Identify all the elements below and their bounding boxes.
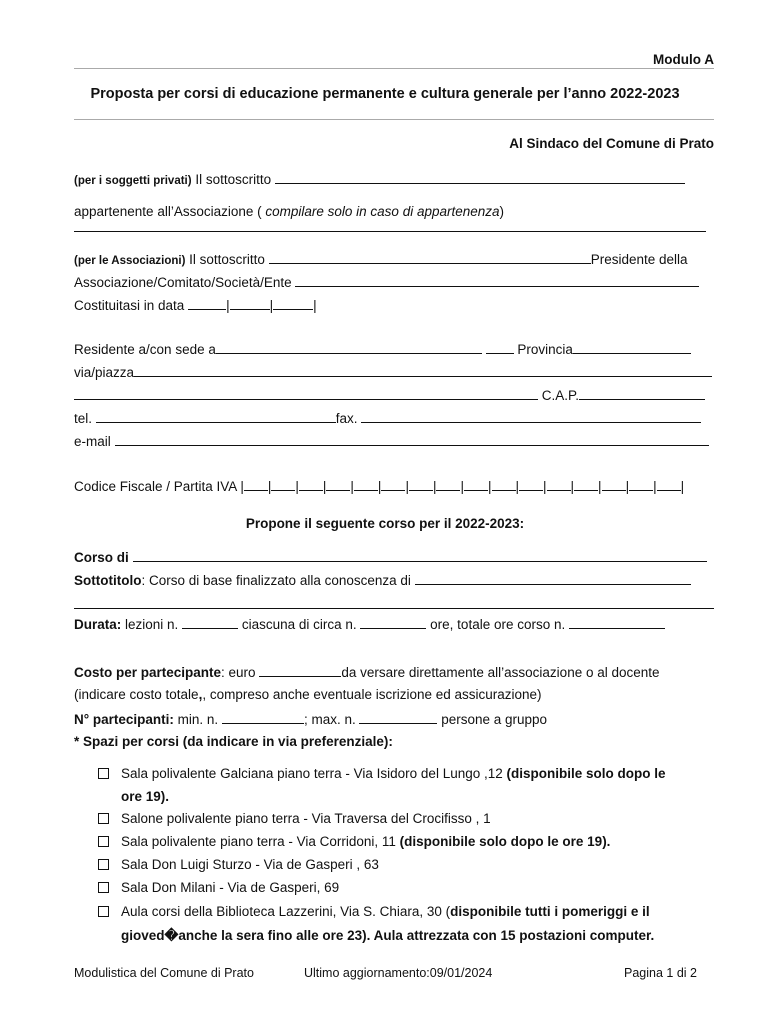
cf-sep: | [598, 479, 602, 494]
assoc-field[interactable] [74, 231, 706, 232]
spazio-note: (disponibile solo dopo le [506, 766, 666, 781]
provincia-label: Provincia [517, 342, 573, 357]
privati-label: Il sottoscritto [191, 172, 272, 187]
durata-row [74, 616, 665, 632]
checkbox-icon[interactable] [98, 906, 109, 917]
sottotitolo-label: Sottotitolo [74, 573, 142, 588]
email-label: e-mail [74, 434, 111, 449]
residente-field[interactable] [216, 341, 482, 354]
min-label: min. n. [173, 712, 219, 727]
costo-field[interactable] [259, 664, 341, 677]
checkbox-icon[interactable] [98, 836, 109, 847]
max-field[interactable] [359, 711, 437, 724]
cf-cell[interactable] [519, 478, 543, 491]
spazio-option[interactable] [98, 857, 379, 872]
via-field[interactable] [134, 364, 712, 377]
codice-fiscale-label: Codice Fiscale / Partita IVA [74, 479, 237, 494]
cf-cell[interactable] [657, 478, 681, 491]
tel-label: tel. [74, 411, 93, 426]
partecipanti-label: N° partecipanti: [74, 712, 174, 727]
checkbox-icon[interactable] [98, 813, 109, 824]
date-day-field[interactable] [188, 297, 226, 310]
header-divider [74, 68, 714, 69]
spazio-option[interactable] [98, 766, 666, 781]
cf-sep: | [460, 479, 464, 494]
totale-ore-field[interactable] [569, 616, 665, 629]
sottotitolo-field[interactable] [415, 572, 691, 585]
assoc-note: compilare solo in caso di appartenenza [265, 204, 500, 219]
corso-label: Corso di [74, 550, 129, 565]
cf-sep: | [543, 479, 547, 494]
cf-sep: | [377, 479, 382, 494]
date-year-field[interactable] [273, 297, 313, 310]
corso-field[interactable] [133, 549, 707, 562]
costo-note-row: (indicare costo totale,, compreso anche eventuale iscrizione ed assicurazione) [74, 687, 542, 702]
spazio-text: Salone polivalente piano terra - Via Traversa del Crocifisso , 1 [121, 811, 491, 826]
residente-row [74, 341, 691, 357]
costo-label: Costo per partecipante [74, 665, 222, 680]
cf-sep: | [625, 479, 630, 494]
cf-cell[interactable] [492, 478, 516, 491]
cf-sep: | [240, 479, 244, 494]
cf-sep: | [295, 479, 299, 494]
cf-cell[interactable] [244, 478, 268, 491]
ente-label: Associazione/Comitato/Società/Ente [74, 275, 292, 290]
spazi-heading: * Spazi per corsi (da indicare in via preferenziale): [74, 734, 393, 749]
spazio-option[interactable] [98, 811, 491, 826]
cf-cell[interactable] [574, 478, 598, 491]
fax-field[interactable] [361, 410, 701, 423]
ore-label: ore, totale ore corso n. [426, 617, 566, 632]
costituitasi-row [74, 297, 317, 313]
spazio-note-cont: ore 19). [121, 789, 170, 804]
codice-fiscale-row [74, 478, 684, 494]
assoc-label: appartenente all’Associazione ( [74, 204, 266, 219]
max-label: ; max. n. [303, 712, 356, 727]
checkbox-icon[interactable] [98, 882, 109, 893]
assoc-close: ) [499, 204, 505, 219]
cf-sep: | [432, 479, 437, 494]
date-sep: | [269, 298, 274, 313]
sottoscritto-field[interactable] [275, 171, 685, 184]
cf-cell[interactable] [409, 478, 433, 491]
spazio-note-cont: gioved�anche la sera fino alle ore 23). Aula attrezzata con 15 postazioni computer. [121, 928, 655, 943]
via-row [74, 364, 712, 380]
costo-note-a: (indicare costo totale [74, 687, 199, 702]
cf-sep: | [680, 479, 685, 494]
checkbox-icon[interactable] [98, 768, 109, 779]
title-divider [74, 119, 714, 120]
via-label: via/piazza [74, 365, 135, 380]
cap-row [74, 387, 705, 403]
ciascuna-label: ciascuna di circa n. [241, 617, 357, 632]
provincia-field[interactable] [573, 341, 691, 354]
spazio-option[interactable] [98, 834, 610, 849]
cf-sep: | [322, 479, 327, 494]
residente-label: Residente a/con sede a [74, 342, 216, 357]
footer-left: Modulistica del Comune di Prato [74, 966, 254, 980]
cf-sep: | [487, 479, 492, 494]
presidente-label: Presidente della [590, 252, 688, 267]
cf-cell[interactable] [629, 478, 653, 491]
cf-sep: | [350, 479, 354, 494]
ore-lezione-field[interactable] [360, 616, 426, 629]
date-month-field[interactable] [230, 297, 270, 310]
privati-row [74, 171, 685, 187]
lezioni-field[interactable] [182, 616, 238, 629]
email-field[interactable] [115, 433, 709, 446]
cf-sep: | [267, 479, 272, 494]
spazio-text: Sala polivalente piano terra - Via Corridoni, 11 [121, 834, 400, 849]
versare-text: da versare direttamente all’associazione o al docente [341, 665, 660, 680]
cf-cell[interactable] [464, 478, 488, 491]
costo-note-b: , compreso anche eventuale iscrizione ed assicurazione) [202, 687, 542, 702]
cf-sep: | [405, 479, 409, 494]
privati-tag: (per i soggetti privati) [74, 175, 192, 187]
cf-cell[interactable] [271, 478, 295, 491]
cf-cell[interactable] [354, 478, 378, 491]
sottotitolo-row [74, 572, 691, 588]
costituitasi-label: Costituitasi in data [74, 298, 185, 313]
checkbox-icon[interactable] [98, 859, 109, 870]
cf-cell[interactable] [326, 478, 350, 491]
ente-field[interactable] [295, 274, 699, 287]
associazioni-row [74, 251, 688, 267]
form-title: Proposta per corsi di educazione permanente e cultura generale per l’anno 2022-2023 [90, 86, 680, 102]
cf-cell[interactable] [436, 478, 460, 491]
codice-fiscale-field[interactable] [240, 479, 684, 494]
spazio-option[interactable] [98, 880, 339, 895]
cf-cell[interactable] [547, 478, 571, 491]
spazio-option[interactable] [98, 904, 650, 919]
cf-sep: | [515, 479, 520, 494]
cf-cell[interactable] [299, 478, 323, 491]
footer-page: Pagina 1 di 2 [624, 966, 697, 980]
cap-label: C.A.P. [541, 388, 580, 403]
cf-cell[interactable] [381, 478, 405, 491]
associazioni-label: Il sottoscritto [185, 252, 265, 267]
recipient: Al Sindaco del Comune di Prato [509, 136, 714, 151]
modulo-label: Modulo A [653, 52, 714, 67]
corso-row [74, 549, 707, 565]
footer-updated: Ultimo aggiornamento:09/01/2024 [304, 966, 493, 980]
durata-label: Durata: [74, 617, 122, 632]
date-sep: | [313, 298, 317, 313]
assoc-row [74, 204, 504, 219]
gruppo-label: persone a gruppo [437, 712, 548, 727]
email-row [74, 433, 709, 449]
via-field-2[interactable] [74, 387, 538, 400]
euro-label: : euro [221, 665, 256, 680]
min-field[interactable] [222, 711, 304, 724]
spazio-text: Sala polivalente Galciana piano terra - Via Isidoro del Lungo ,12 [121, 766, 507, 781]
residente-field-2[interactable] [486, 341, 514, 354]
partecipanti-row [74, 711, 547, 727]
propone-heading: Propone il seguente corso per il 2022-2023: [245, 516, 525, 531]
spazio-text: Sala Don Milani - Via de Gasperi, 69 [121, 880, 340, 895]
tel-field[interactable] [96, 410, 336, 423]
spazio-note: (disponibile solo dopo le ore 19). [399, 834, 611, 849]
cf-sep: | [570, 479, 575, 494]
presidente-name-field[interactable] [269, 251, 591, 264]
ente-row [74, 274, 699, 290]
sottotitolo-field-2[interactable] [74, 608, 714, 609]
costo-row [74, 664, 660, 680]
fax-label: fax. [335, 411, 358, 426]
associazioni-tag: (per le Associazioni) [74, 255, 186, 267]
cf-cell[interactable] [602, 478, 626, 491]
tel-row [74, 410, 701, 426]
spazio-text: Aula corsi della Biblioteca Lazzerini, Via S. Chiara, 30 ( [121, 904, 451, 919]
spazio-text: Sala Don Luigi Sturzo - Via de Gasperi , 63 [121, 857, 379, 872]
cf-sep: | [653, 479, 657, 494]
date-sep: | [226, 298, 230, 313]
sottotitolo-text: : Corso di base finalizzato alla conoscenza di [141, 573, 411, 588]
cap-field[interactable] [579, 387, 705, 400]
lezioni-label: lezioni n. [121, 617, 179, 632]
spazio-note: disponibile tutti i pomeriggi e il [450, 904, 650, 919]
